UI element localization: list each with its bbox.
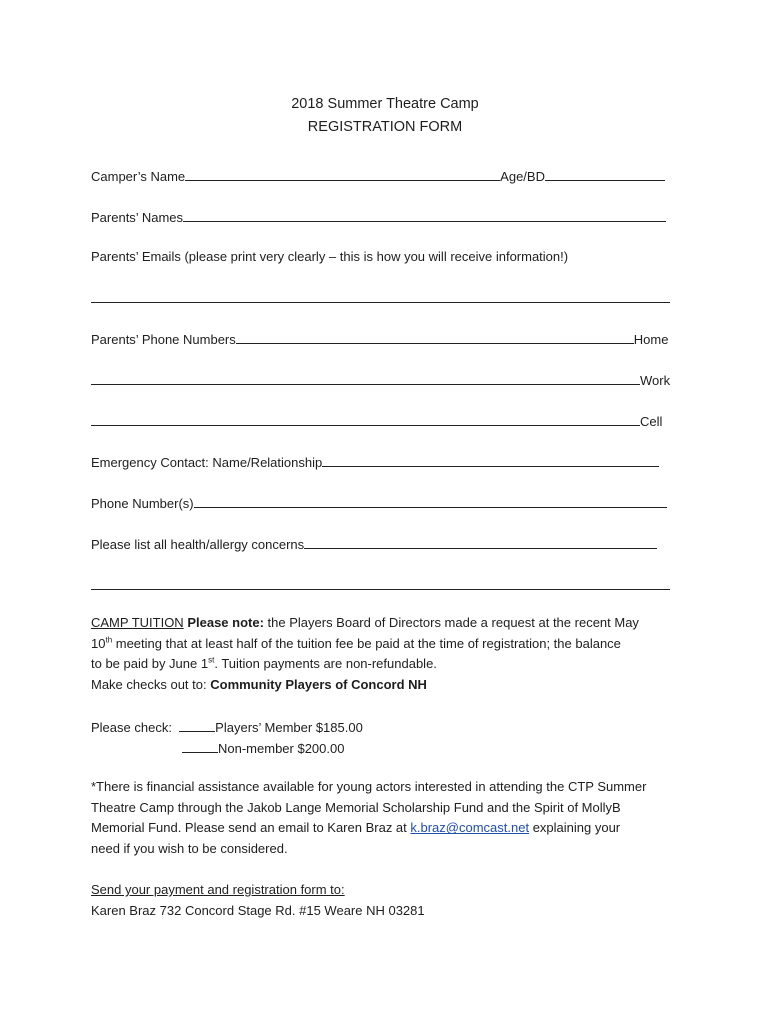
- parents-names-label: Parents’ Names: [91, 210, 183, 225]
- emergency-phone-field[interactable]: [194, 493, 667, 508]
- tuition-text-3b: . Tuition payments are non-refundable.: [214, 656, 437, 672]
- health-concerns-field[interactable]: [304, 534, 657, 549]
- tuition-day-number: 10: [91, 635, 106, 651]
- tuition-line-1: [91, 613, 691, 634]
- age-field[interactable]: [545, 166, 665, 181]
- tuition-text-3a: to be paid by June 1: [91, 656, 209, 672]
- member-option: Players’ Member $185.00: [215, 720, 363, 735]
- assistance-line-3: [91, 818, 691, 839]
- work-label: Work: [640, 373, 671, 388]
- member-checkbox-line[interactable]: [179, 717, 215, 732]
- cell-phone-row: [91, 411, 662, 429]
- health-concerns-field-line2[interactable]: [91, 589, 670, 590]
- camp-tuition-heading: CAMP TUITION: [91, 615, 184, 630]
- assistance-text-3b: explaining your: [529, 820, 621, 836]
- send-heading: [91, 881, 345, 899]
- form-subtitle: REGISTRATION FORM: [307, 119, 463, 135]
- home-label: Home: [633, 332, 669, 347]
- phone-numbers-label: Parents’ Phone Numbers: [91, 332, 236, 347]
- please-check-label: Please check:: [91, 720, 172, 735]
- please-note-label: Please note:: [187, 615, 264, 630]
- financial-assistance-section: [91, 777, 691, 860]
- check-payee: Community Players of Concord NH: [210, 677, 427, 693]
- cell-phone-field[interactable]: [91, 411, 640, 426]
- camper-name-row: [91, 166, 665, 184]
- email-link[interactable]: k.braz@comcast.net: [410, 820, 530, 836]
- nonmember-option: Non-member $200.00: [218, 741, 345, 756]
- tuition-text-2: meeting that at least half of the tuition fee be paid at the time of registration; the balance: [112, 635, 621, 651]
- tuition-line-3: [91, 654, 691, 675]
- emergency-contact-label: Emergency Contact: Name/Relationship: [91, 455, 323, 470]
- home-phone-field[interactable]: [236, 329, 634, 344]
- age-label: Age/BD: [500, 169, 545, 184]
- parents-names-row: [91, 207, 666, 225]
- emergency-contact-row: [91, 452, 659, 470]
- home-phone-row: [91, 329, 668, 347]
- member-check-row: [91, 717, 363, 735]
- make-checks-line: [91, 675, 691, 696]
- work-phone-row: [91, 370, 670, 388]
- nonmember-checkbox-line[interactable]: [182, 738, 218, 753]
- tuition-text-1: the Players Board of Directors made a request at the recent May: [263, 615, 639, 630]
- assistance-line-2: Theatre Camp through the Jakob Lange Memorial Scholarship Fund and the Spirit of MollyB: [91, 799, 621, 815]
- make-checks-label: Make checks out to:: [91, 677, 211, 693]
- assistance-text-3a: Memorial Fund. Please send an email to Karen Braz at: [91, 820, 411, 836]
- assistance-line-4: need if you wish to be considered.: [91, 841, 288, 857]
- nonmember-check-row: [182, 738, 344, 756]
- parents-emails-label: Parents’ Emails (please print very clearly – this is how you will receive information!): [91, 249, 569, 264]
- tuition-june-suffix: st: [208, 656, 215, 666]
- emergency-contact-field[interactable]: [322, 452, 659, 467]
- form-title: 2018 Summer Theatre Camp: [291, 96, 479, 112]
- send-heading-text: Send your payment and registration form to:: [91, 882, 345, 897]
- cell-label: Cell: [640, 414, 663, 429]
- parents-emails-field[interactable]: [91, 302, 670, 303]
- camper-name-field[interactable]: [185, 166, 500, 181]
- parents-names-field[interactable]: [183, 207, 666, 222]
- camper-name-label: Camper’s Name: [91, 169, 186, 184]
- camp-tuition-section: [91, 613, 691, 696]
- emergency-phone-row: [91, 493, 667, 511]
- mailing-address: Karen Braz 732 Concord Stage Rd. #15 Weare NH 03281: [91, 903, 425, 918]
- assistance-line-1: *There is financial assistance available for young actors interested in attending the CTP Summer: [91, 779, 647, 794]
- health-concerns-label: Please list all health/allergy concerns: [91, 537, 305, 552]
- emergency-phone-label: Phone Number(s): [91, 496, 194, 511]
- health-concerns-row: [91, 534, 657, 552]
- tuition-day-suffix: th: [105, 635, 113, 645]
- tuition-line-2: [91, 634, 691, 655]
- work-phone-field[interactable]: [91, 370, 640, 385]
